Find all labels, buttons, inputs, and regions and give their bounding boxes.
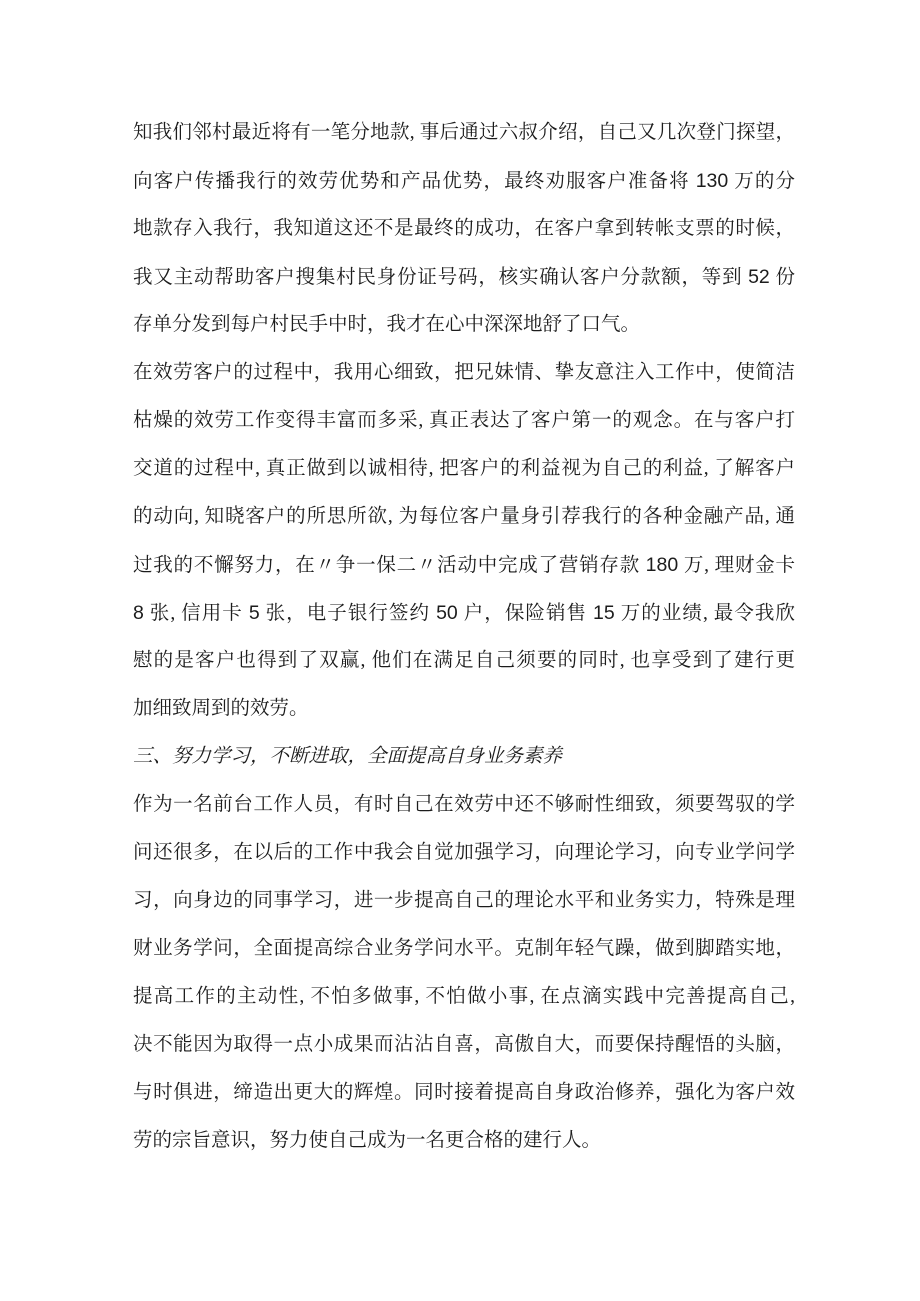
text-line: 在效劳客户的过程中，我用心细致，把兄妹情、挚友意注入工作中，使简洁 (133, 362, 795, 383)
text-line: 向客户传播我行的效劳优势和产品优势，最终劝服客户准备将 130 万的分 (133, 170, 795, 192)
document-text-block (133, 109, 795, 1165)
text-line: 问还很多，在以后的工作中我会自觉加强学习，向理论学习，向专业学问学 (133, 842, 795, 863)
text-line: 习，向身边的同事学习，进一步提高自己的理论水平和业务实力，特殊是理 (133, 890, 795, 911)
numeric-text: 180 (645, 554, 679, 576)
text-line: 8 张, 信用卡 5 张，电子银行签约 50 户，保险销售 15 万的业绩, 最令我欣 (133, 602, 795, 624)
numeric-text: 130 (695, 170, 729, 192)
text-line: 过我的不懈努力，在〃争一保二〃活动中完成了营销存款 180 万, 理财金卡 (133, 554, 795, 576)
text-line: 交道的过程中, 真正做到以诚相待, 把客户的利益视为自己的利益, 了解客户 (133, 458, 795, 479)
text-line: 慰的是客户也得到了双赢, 他们在满足自己须要的同时, 也享受到了建行更 (133, 650, 795, 671)
numeric-text: 15 (593, 602, 615, 624)
text-line: 财业务学问，全面提高综合业务学问水平。克制年轻气躁，做到脚踏实地， (133, 938, 795, 959)
text-line: 劳的宗旨意识，努力使自己成为一名更合格的建行人。 (133, 1130, 602, 1151)
text-line: 我又主动帮助客户搜集村民身份证号码，核实确认客户分款额，等到 52 份 (133, 266, 795, 288)
text-line: 加细致周到的效劳。 (133, 698, 309, 719)
text-line: 存单分发到每户村民手中时，我才在心中深深地舒了口气。 (133, 314, 641, 335)
text-line: 枯燥的效劳工作变得丰富而多采, 真正表达了客户第一的观念。在与客户打 (133, 410, 795, 431)
text-line: 知我们邻村最近将有一笔分地款, 事后通过六叔介绍，自己又几次登门探望， (133, 122, 795, 143)
text-line: 的动向, 知晓客户的所思所欲, 为每位客户量身引荐我行的各种金融产品, 通 (133, 506, 795, 527)
text-line: 提高工作的主动性, 不怕多做事, 不怕做小事, 在点滴实践中完善提高自己, (133, 986, 795, 1007)
text-line: 决不能因为取得一点小成果而沾沾自喜，高傲自大，而要保持醒悟的头脑， (133, 1034, 795, 1055)
text-line: 作为一名前台工作人员，有时自己在效劳中还不够耐性细致，须要驾驭的学 (133, 794, 795, 815)
text-line: 地款存入我行，我知道这还不是最终的成功，在客户拿到转帐支票的时候， (133, 218, 795, 239)
numeric-text: 8 (133, 602, 144, 624)
numeric-text: 52 (748, 266, 770, 288)
numeric-text: 50 (436, 602, 458, 624)
text-line: 与时俱进，缔造出更大的辉煌。同时接着提高自身政治修养，强化为客户效 (133, 1082, 795, 1103)
numeric-text: 5 (248, 602, 260, 624)
section-heading: 三、努力学习，不断进取，全面提高自身业务素养 (133, 746, 563, 767)
